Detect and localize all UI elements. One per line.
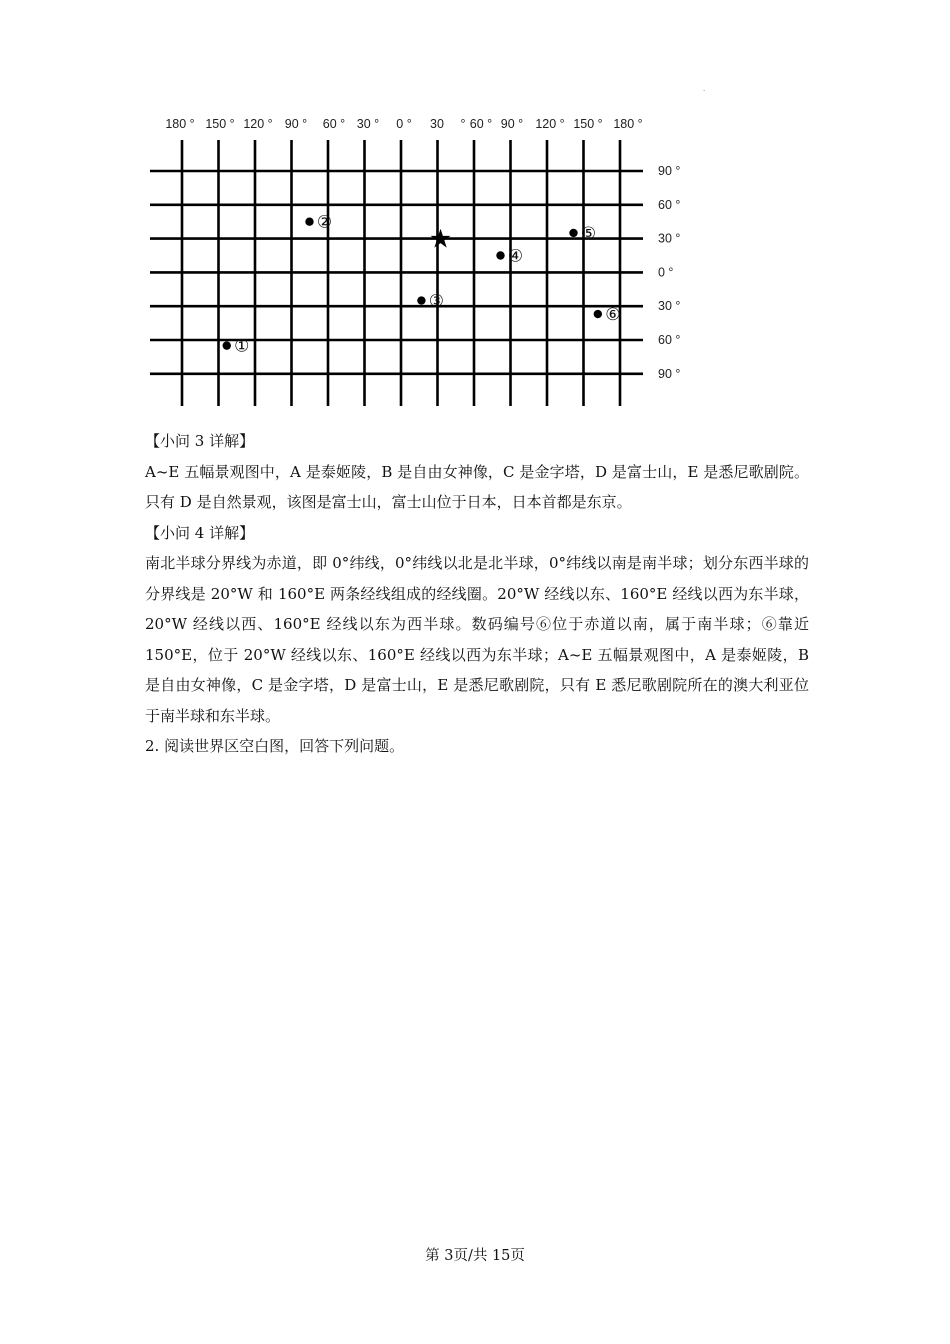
marker-dot: [569, 229, 577, 237]
latitude-labels: [658, 164, 680, 381]
section-text-4: 南北半球分界线为赤道，即 0°纬线，0°纬线以北是北半球，0°纬线以南是南半球；划分东西半球的分界线是 20°W 和 160°E 两条经线组成的经线圈。20°W 经线以东、160°E 经线以西为东半球，20°W 经线以西、160°E 经线以东为西半球。数码编号⑥位于赤道以南，属于南半球；⑥靠近 150°E，位于 20°W 经线以东、160°E 经线以西为东半球；A~E 五幅景观图中，A 是泰姬陵，B 是自由女神像，C 是金字塔，D 是富士山，E 是悉尼歌剧院，只有 E 悉尼歌剧院所在的澳大利亚位于南半球和东半球。: [145, 554, 809, 725]
longitude-label: 90 °: [284, 117, 308, 131]
location-marker: [594, 305, 621, 324]
location-marker: [417, 292, 444, 311]
latitude-label: 90 °: [658, 366, 681, 381]
marker-dot: [496, 251, 504, 259]
longitude-label: 150 °: [573, 117, 603, 131]
section-heading-3: 【小问 3 详解】: [145, 432, 255, 450]
question-2: 2. 阅读世界区空白图，回答下列问题。: [145, 737, 405, 755]
latitude-label: 90 °: [658, 164, 681, 178]
latitude-label: 60 °: [658, 197, 681, 212]
longitude-label: 0 °: [396, 117, 412, 131]
longitude-label: 60 °: [469, 117, 493, 131]
longitude-label: °: [460, 117, 466, 131]
marker-number: ⑥: [605, 305, 621, 325]
longitude-label: 30 °: [356, 117, 380, 131]
marker-dot: [417, 296, 425, 304]
header-dot: .: [703, 84, 706, 93]
longitude-label: 30: [430, 117, 444, 131]
section-heading-4: 【小问 4 详解】: [145, 523, 255, 542]
marker-number: ③: [428, 291, 445, 311]
location-marker: [305, 213, 332, 232]
marker-number: ①: [234, 336, 250, 356]
marker-number: ⑤: [580, 223, 597, 243]
location-marker: [569, 224, 596, 243]
longitude-labels: [165, 117, 642, 131]
location-marker: [496, 247, 523, 266]
longitude-label: 90 °: [500, 117, 524, 131]
marker-number: ②: [316, 212, 333, 232]
answer-content: [145, 426, 809, 762]
longitude-label: 120 °: [535, 117, 565, 131]
marker-dot: [594, 310, 602, 318]
grid-lines: [150, 140, 643, 406]
longitude-label: 150 °: [205, 117, 235, 131]
latitude-label: 30 °: [658, 231, 681, 246]
latitude-label: 30 °: [658, 299, 681, 314]
section-text-3: A~E 五幅景观图中，A 是泰姬陵，B 是自由女神像，C 是金字塔，D 是富士山，E 是悉尼歌剧院。只有 D 是自然景观，该图是富士山，富士山位于日本，日本首都是东京。: [145, 462, 809, 511]
star-icon: ★: [428, 223, 453, 254]
marker-dot: [305, 218, 313, 226]
longitude-label: 120 °: [243, 117, 273, 131]
longitude-label: 180 °: [613, 117, 643, 131]
marker-number: ④: [507, 246, 524, 266]
latitude-label: 60 °: [658, 333, 681, 347]
location-markers: [223, 213, 621, 356]
page-footer: 第 3页/共 15页: [425, 1248, 525, 1264]
marker-dot: [223, 341, 231, 349]
latitude-label: 0 °: [658, 265, 674, 280]
longitude-label: 180 °: [165, 117, 195, 131]
lat-lon-grid-figure: [140, 108, 700, 413]
longitude-label: 60 °: [322, 117, 346, 131]
